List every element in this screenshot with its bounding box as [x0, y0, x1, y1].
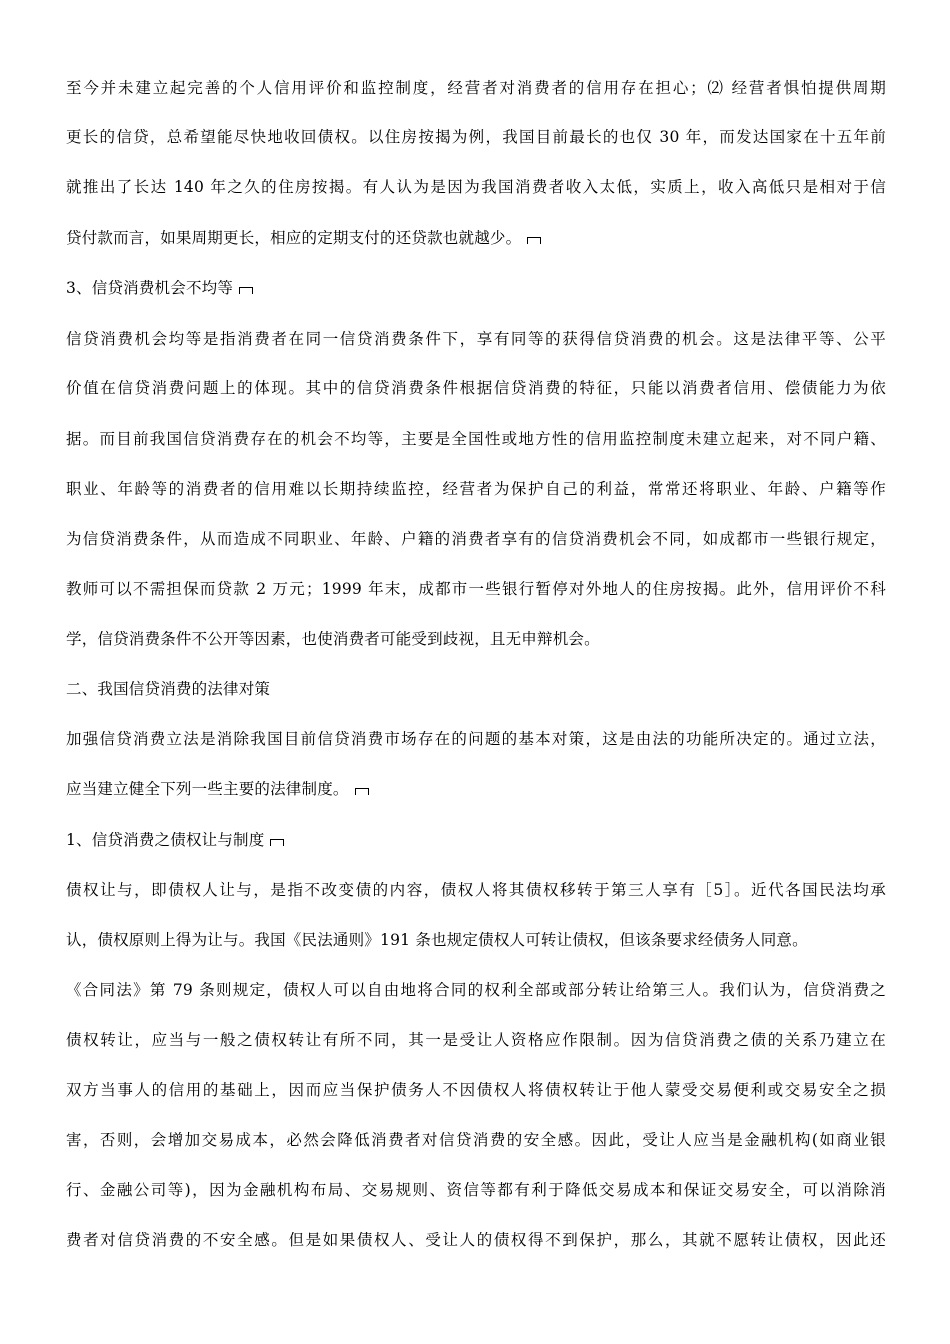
text-line: 价值在信贷消费问题上的体现。其中的信贷消费条件根据信贷消费的特征，只能以消费者信用、偿债能力为依 [66, 379, 886, 397]
section-heading-text: 3、信贷消费机会不均等 [66, 279, 234, 297]
paragraph-mark-icon [239, 287, 253, 294]
text-line: 贷付款而言，如果周期更长，相应的定期支付的还贷款也就越少。 [66, 229, 522, 247]
text-line-end [66, 228, 886, 248]
text-line: 学，信贷消费条件不公开等因素，也使消费者可能受到歧视，且无申辩机会。 [66, 630, 600, 648]
text-line: 债权转让，应当与一般之债权转让有所不同，其一是受让人资格应作限制。因为信贷消费之债的关系乃建立在 [66, 1031, 886, 1049]
text-line: 更长的信贷，总希望能尽快地收回债权。以住房按揭为例，我国目前最长的也仅 30 年，而发达国家在十五年前 [66, 128, 886, 146]
text-line: 至今并未建立起完善的个人信用评价和监控制度，经营者对消费者的信用存在担心；⑵ 经营者惧怕提供周期 [66, 79, 886, 97]
text-line: 为信贷消费条件，从而造成不同职业、年龄、户籍的消费者享有的信贷消费机会不同，如成都市一些银行规定， [66, 530, 886, 548]
section-heading [66, 830, 886, 850]
section-heading: 二、我国信贷消费的法律对策 [66, 680, 271, 698]
paragraph-mark-icon [527, 237, 541, 244]
section-heading-text: 1、信贷消费之债权让与制度 [66, 831, 265, 849]
text-line: 教师可以不需担保而贷款 2 万元；1999 年末，成都市一些银行暂停对外地人的住房按揭。此外，信用评价不科 [66, 580, 886, 598]
paragraph-mark-icon [355, 788, 369, 795]
text-line: 行、金融公司等)，因为金融机构布局、交易规则、资信等都有利于降低交易成本和保证交易安全，可以消除消 [66, 1181, 886, 1199]
text-line: 《合同法》第 79 条则规定，债权人可以自由地将合同的权利全部或部分转让给第三人。我们认为，信贷消费之 [66, 981, 886, 999]
text-line-end [66, 779, 886, 799]
paragraph-mark-icon [270, 839, 284, 846]
text-line: 职业、年龄等的消费者的信用难以长期持续监控，经营者为保护自己的利益，常常还将职业、年龄、户籍等作 [66, 480, 886, 498]
text-line: 就推出了长达 140 年之久的住房按揭。有人认为是因为我国消费者收入太低，实质上，收入高低只是相对于信 [66, 178, 886, 196]
text-line: 费者对信贷消费的不安全感。但是如果债权人、受让人的债权得不到保护，那么，其就不愿转让债权，因此还 [66, 1231, 886, 1249]
text-line: 双方当事人的信用的基础上，因而应当保护债务人不因债权人将债权转让于他人蒙受交易便利或交易安全之损 [66, 1081, 886, 1099]
section-heading [66, 278, 886, 298]
text-line: 债权让与，即债权人让与，是指不改变债的内容，债权人将其债权移转于第三人享有［5］。近代各国民法均承 [66, 881, 886, 899]
text-line: 据。而目前我国信贷消费存在的机会不均等，主要是全国性或地方性的信用监控制度未建立起来，对不同户籍、 [66, 430, 886, 448]
text-line: 害，否则，会增加交易成本，必然会降低消费者对信贷消费的安全感。因此，受让人应当是金融机构(如商业银 [66, 1131, 886, 1149]
text-line: 应当建立健全下列一些主要的法律制度。 [66, 780, 349, 798]
text-line: 信贷消费机会均等是指消费者在同一信贷消费条件下，享有同等的获得信贷消费的机会。这是法律平等、公平 [66, 330, 886, 348]
text-line: 认，债权原则上得为让与。我国《民法通则》191 条也规定债权人可转让债权，但该条要求经债务人同意。 [66, 931, 808, 949]
text-line: 加强信贷消费立法是消除我国目前信贷消费市场存在的问题的基本对策，这是由法的功能所决定的。通过立法， [66, 730, 886, 748]
